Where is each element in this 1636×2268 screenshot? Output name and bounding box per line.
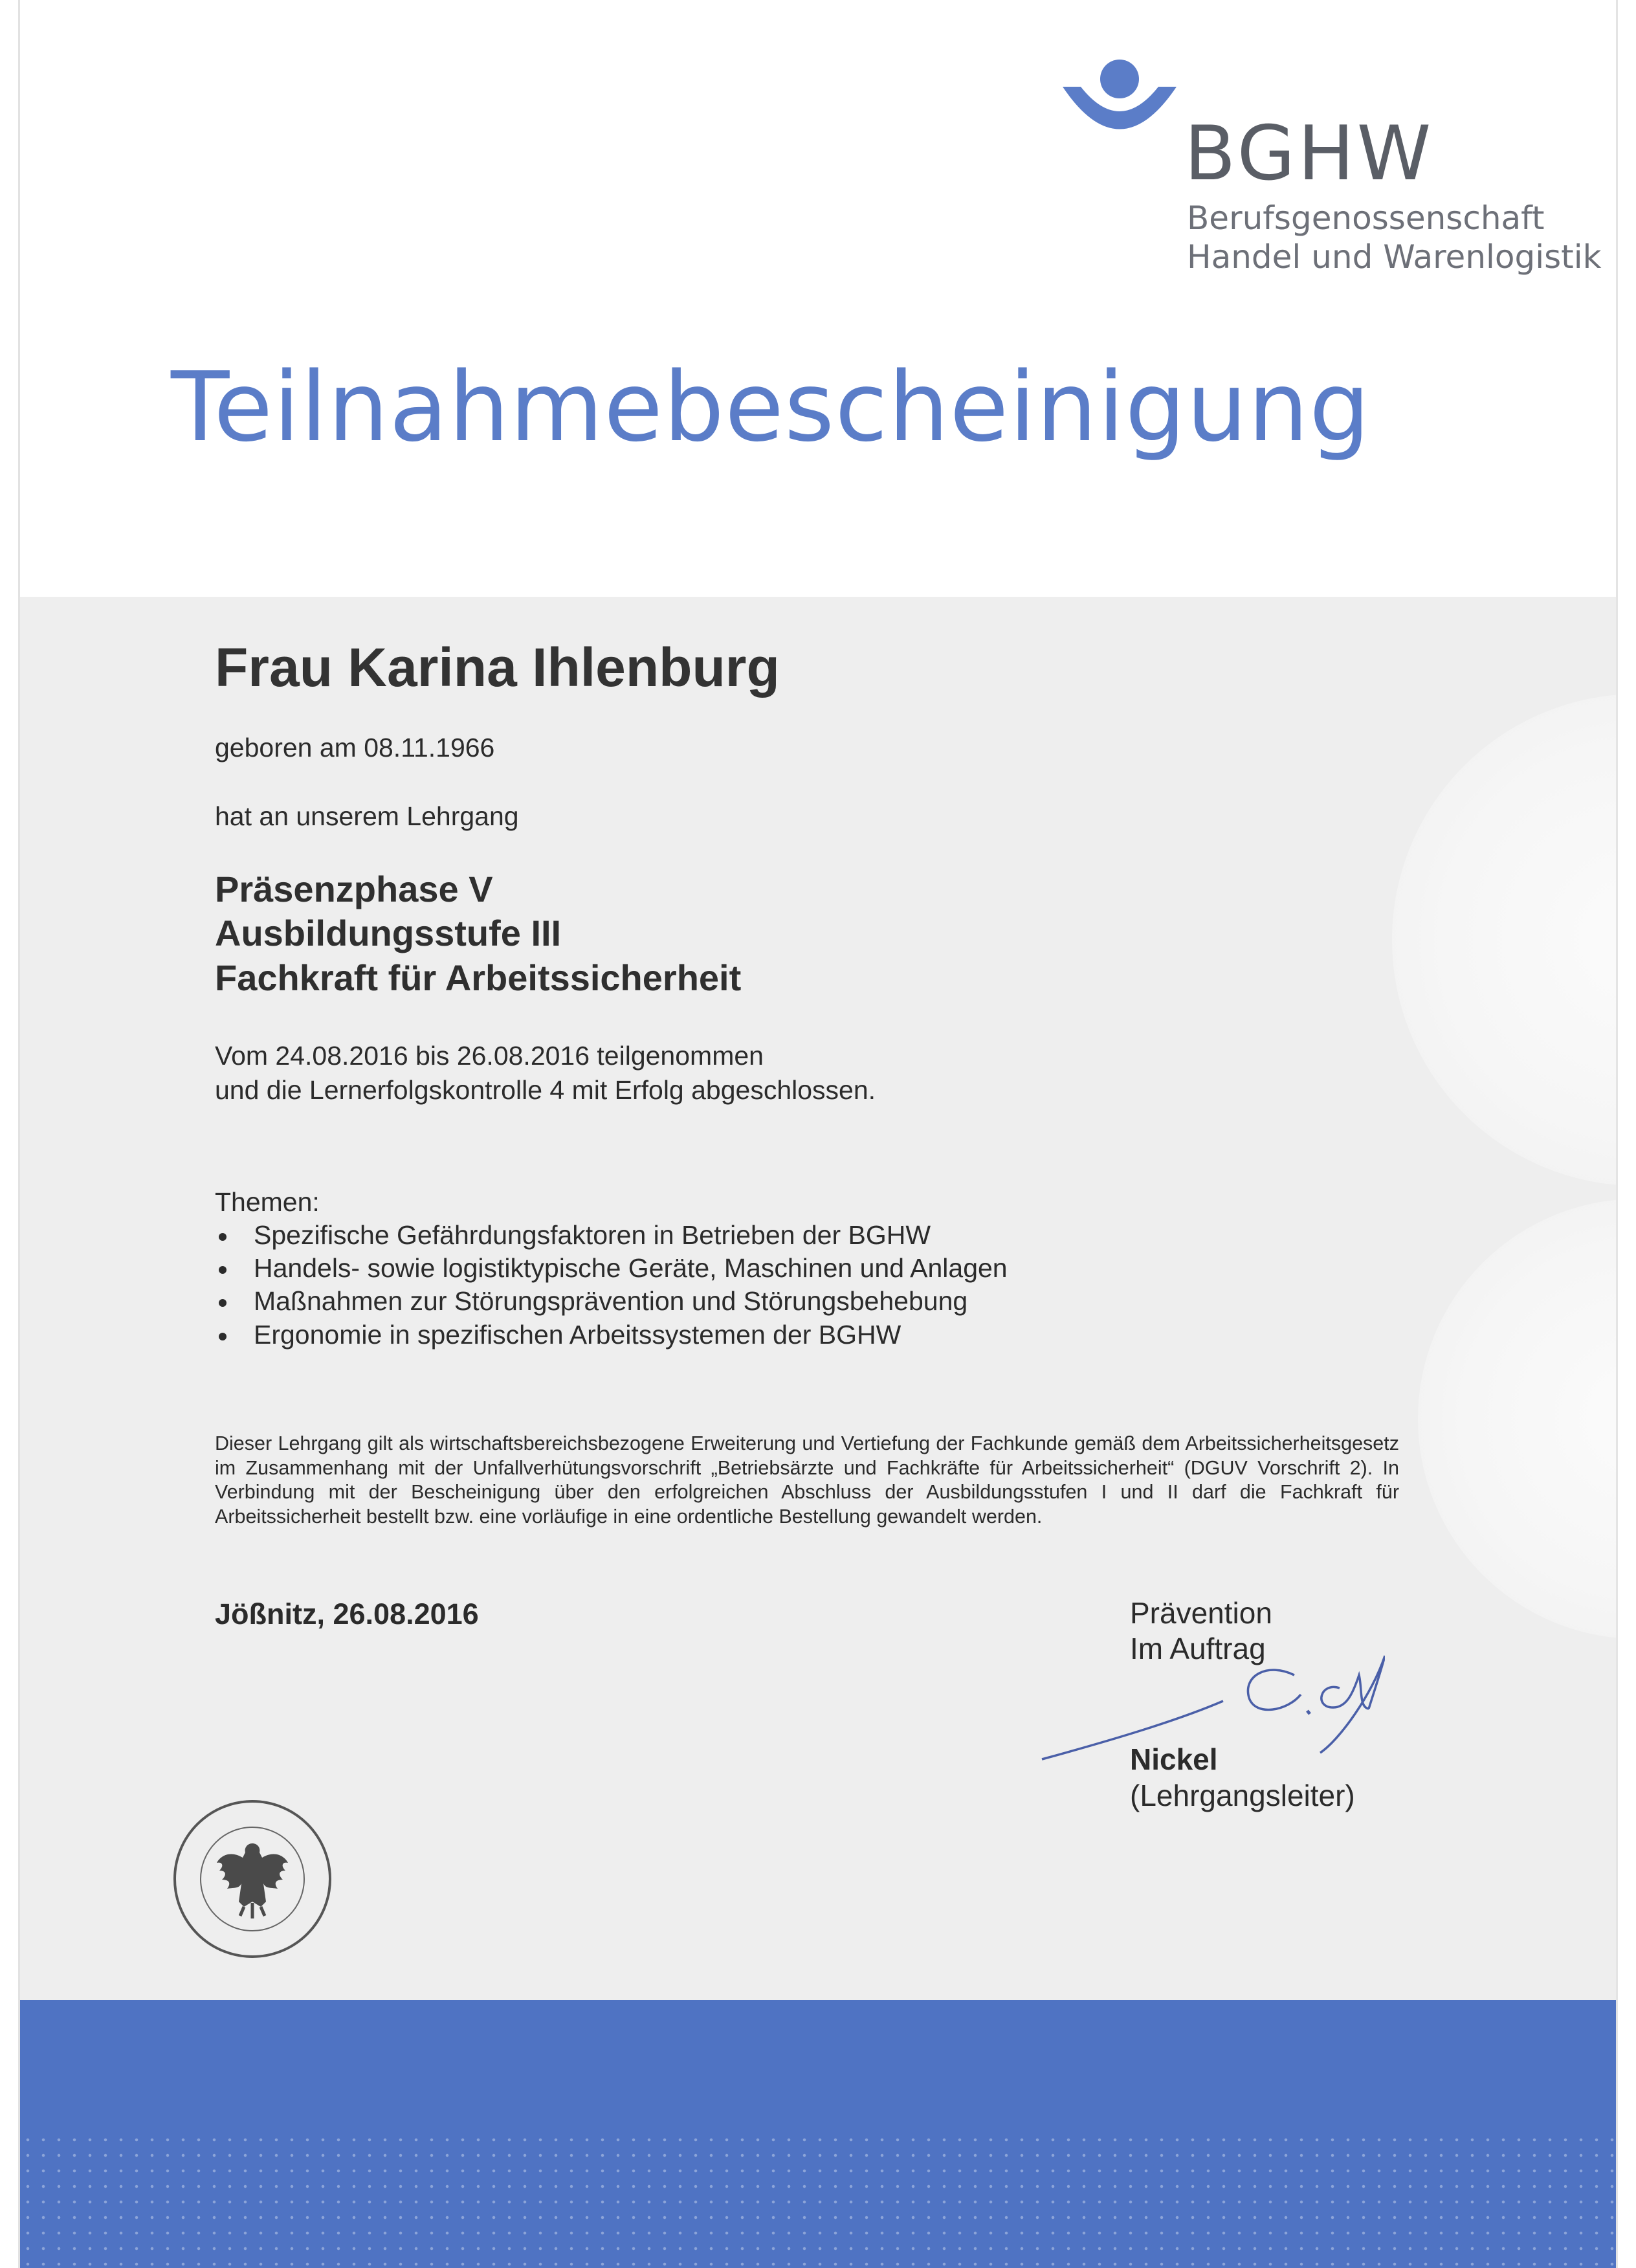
course-line1: Präsenzphase V — [215, 868, 493, 909]
themes-list — [215, 1219, 1399, 1351]
handwritten-signature — [1035, 1649, 1385, 1779]
course-line2: Ausbildungsstufe III — [215, 913, 562, 954]
birth-date: geboren am 08.11.1966 — [215, 733, 495, 763]
course-line3: Fachkraft für Arbeitssicherheit — [215, 957, 742, 998]
recipient-name: Frau Karina Ihlenburg — [215, 637, 780, 698]
place-date: Jößnitz, 26.08.2016 — [215, 1597, 479, 1630]
theme-item: Maßnahmen zur Störungsprävention und Störungsbehebung — [215, 1285, 1399, 1318]
bghw-logo-icon — [1061, 58, 1178, 155]
legal-notice: Dieser Lehrgang gilt als wirtschaftsbereichsbezogene Erweiterung und Vertiefung der Fachkunde gemäß dem Arbeitssicherheitsgesetz im Zusammenhang mit der Unfallverhütungsvorschrift „Betriebsärzte und Fachkräfte für Arbeitssicherheit“ (DGUV Vorschrift 2). In Verbindung mit der Bescheinigung über den erfolgreichen Abschluss der Ausbildungsstufen I und II darf die Fachkraft für Arbeitssicherheit bestellt bzw. eine vorläufige in eine ordentliche Bestellung gewandelt werden. — [215, 1432, 1399, 1528]
theme-item: Ergonomie in spezifischen Arbeitssystemen der BGHW — [215, 1318, 1399, 1351]
intro-text: hat an unserem Lehrgang — [215, 801, 519, 831]
decor-circle-bottom — [1418, 1199, 1616, 1639]
completion-line2: und die Lernerfolgskontrolle 4 mit Erfolg abgeschlossen. — [215, 1075, 876, 1106]
federal-eagle-seal-icon — [171, 1798, 333, 1960]
decor-circle-top — [1392, 694, 1616, 1186]
signatory-name: Nickel — [1130, 1742, 1218, 1777]
certificate-body — [215, 638, 1399, 1529]
theme-item: Spezifische Gefährdungsfaktoren in Betrieben der BGHW — [215, 1219, 1399, 1252]
footer-dot-pattern — [20, 2132, 1616, 2268]
completion-line1: Vom 24.08.2016 bis 26.08.2016 teilgenommen — [215, 1040, 764, 1071]
footer-band — [20, 2000, 1616, 2268]
logo-subtitle-line2: Handel und Warenlogistik — [1187, 238, 1602, 276]
themes-heading: Themen: — [215, 1186, 320, 1217]
document-title: Teilnahmebescheinigung — [171, 351, 1371, 463]
signatory-department: Prävention — [1130, 1596, 1272, 1630]
theme-item: Handels- sowie logistiktypische Geräte, Maschinen und Anlagen — [215, 1252, 1399, 1285]
signatory-authority: Im Auftrag — [1130, 1632, 1266, 1666]
signatory-role: (Lehrgangsleiter) — [1130, 1778, 1355, 1812]
bghw-logo — [1061, 58, 1602, 276]
logo-subtitle-line1: Berufsgenossenschaft — [1187, 199, 1545, 237]
logo-name: BGHW — [1184, 110, 1434, 197]
